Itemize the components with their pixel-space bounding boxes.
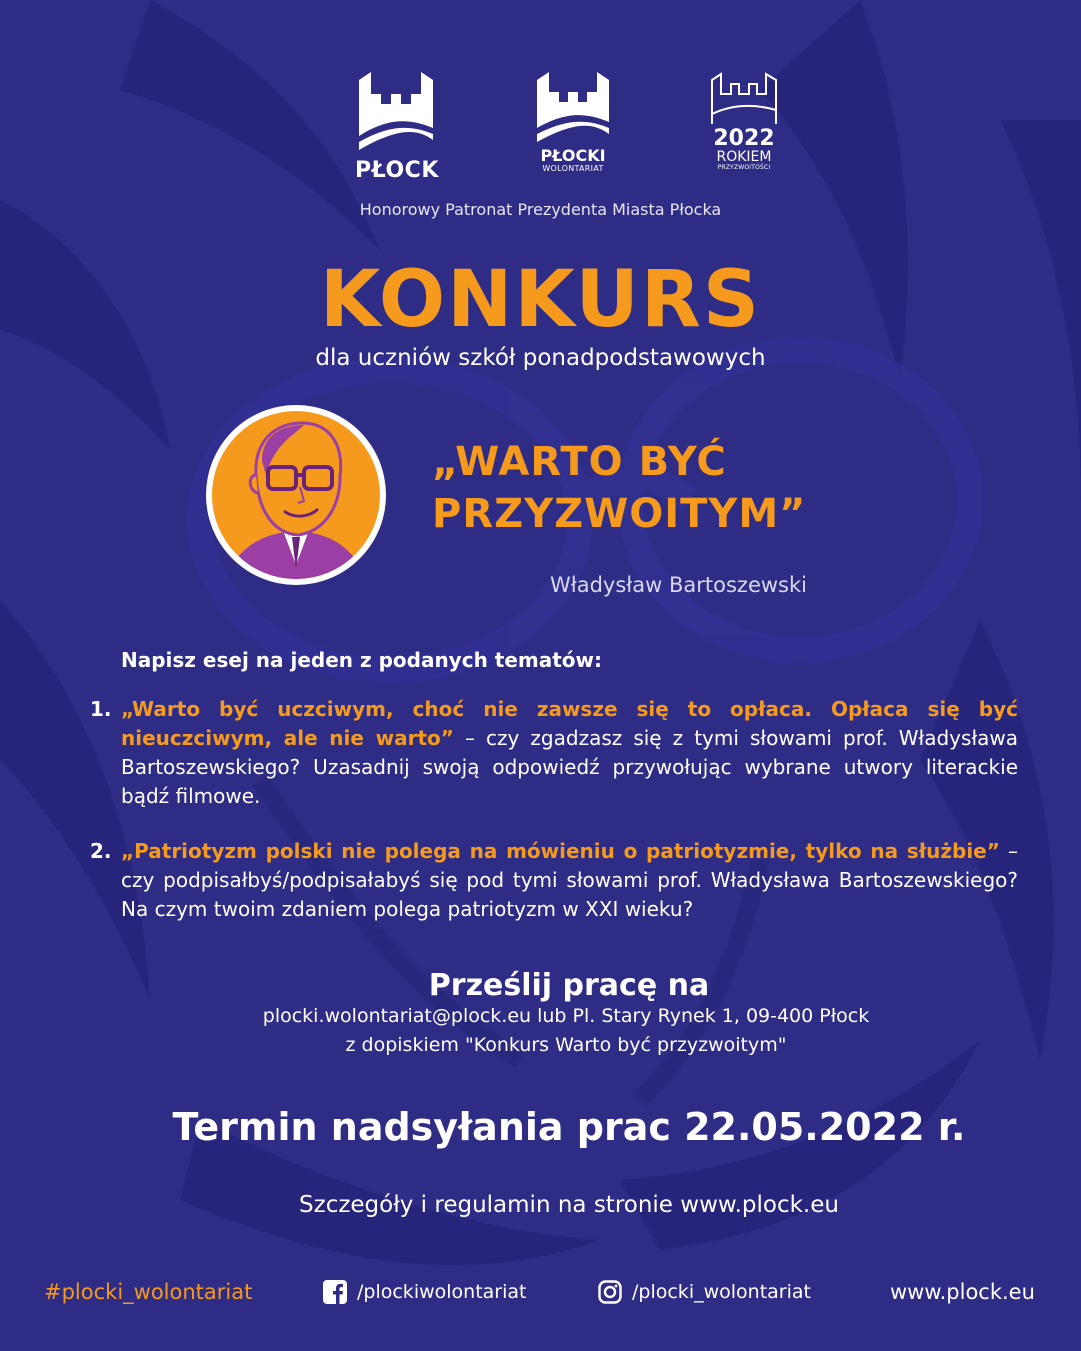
topic-item xyxy=(90,837,1018,924)
send-address: plocki.wolontariat@plock.eu lub Pl. Stary Rynek 1, 09-400 Płock xyxy=(262,1005,870,1027)
topic-text: – czy podpisałbyś/podpisałabyś się pod tymi słowami prof. Władysława Bartoszewskiego? Na czym twoim zdaniem polega patriotyzm w XXI wieku? xyxy=(121,839,1018,921)
details-text: Szczegóły i regulamin na stronie www.plock.eu xyxy=(299,1192,839,1218)
plock-castle-icon xyxy=(357,70,435,152)
rok-przyzwoitosci-logo: 2022 ROKIEM PRZYZWOITOŚCI xyxy=(703,70,785,171)
facebook-handle: /plockiwolontariat xyxy=(357,1281,527,1303)
plocki-wolontariat-logo: PŁOCKI WOLONTARIAT xyxy=(533,70,613,173)
hashtag: #plocki_wolontariat xyxy=(44,1280,253,1304)
send-title: Prześlij pracę na xyxy=(428,968,710,1003)
portrait-illustration xyxy=(204,405,388,585)
instagram-link[interactable] xyxy=(598,1280,811,1304)
send-note: z dopiskiem "Konkurs Warto być przyzwoitym" xyxy=(345,1034,787,1056)
facebook-link[interactable] xyxy=(323,1280,526,1304)
essay-intro: Napisz esej na jeden z podanych tematów: xyxy=(121,648,603,672)
instagram-handle: /plocki_wolontariat xyxy=(632,1281,811,1303)
patronage-text: Honorowy Patronat Prezydenta Miasta Płocka xyxy=(359,200,722,219)
topic-number: 1. xyxy=(90,697,112,721)
logos-row xyxy=(355,70,785,190)
subtitle: dla uczniów szkół ponadpodstawowych xyxy=(315,345,766,371)
footer xyxy=(0,1280,1081,1310)
quote-author: Władysław Bartoszewski xyxy=(550,573,807,597)
instagram-icon xyxy=(598,1280,622,1304)
deadline: Termin nadsyłania prac 22.05.2022 r. xyxy=(172,1105,966,1149)
topic-text: – czy zgadzasz się z tymi słowami prof. Władysława Bartoszewskiego? Uzasadnij swoją odpowiedź przywołując wybrane utwory literackie bądź filmowe. xyxy=(121,726,1018,808)
wolontariat-castle-icon xyxy=(535,70,611,144)
quote-line-2: PRZYZWOITYM” xyxy=(432,491,807,537)
topic-number: 2. xyxy=(90,839,112,863)
topic-quote: „Patriotyzm polski nie polega na mówieniu o patriotyzmie, tylko na służbie” xyxy=(121,839,1000,863)
facebook-icon xyxy=(323,1280,347,1304)
plock-logo: PŁOCK xyxy=(355,70,437,183)
quote-line-1: „WARTO BYĆ xyxy=(432,439,727,485)
page-title: KONKURS xyxy=(319,255,762,345)
website-link[interactable]: www.plock.eu xyxy=(890,1280,1035,1304)
tower-outline-icon xyxy=(709,70,779,126)
quote-title xyxy=(432,436,852,540)
topic-item xyxy=(90,695,1018,811)
topic-quote: „Warto być uczciwym, choć nie zawsze się to opłaca. Opłaca się być nieuczciwym, ale nie warto” xyxy=(121,697,1018,750)
